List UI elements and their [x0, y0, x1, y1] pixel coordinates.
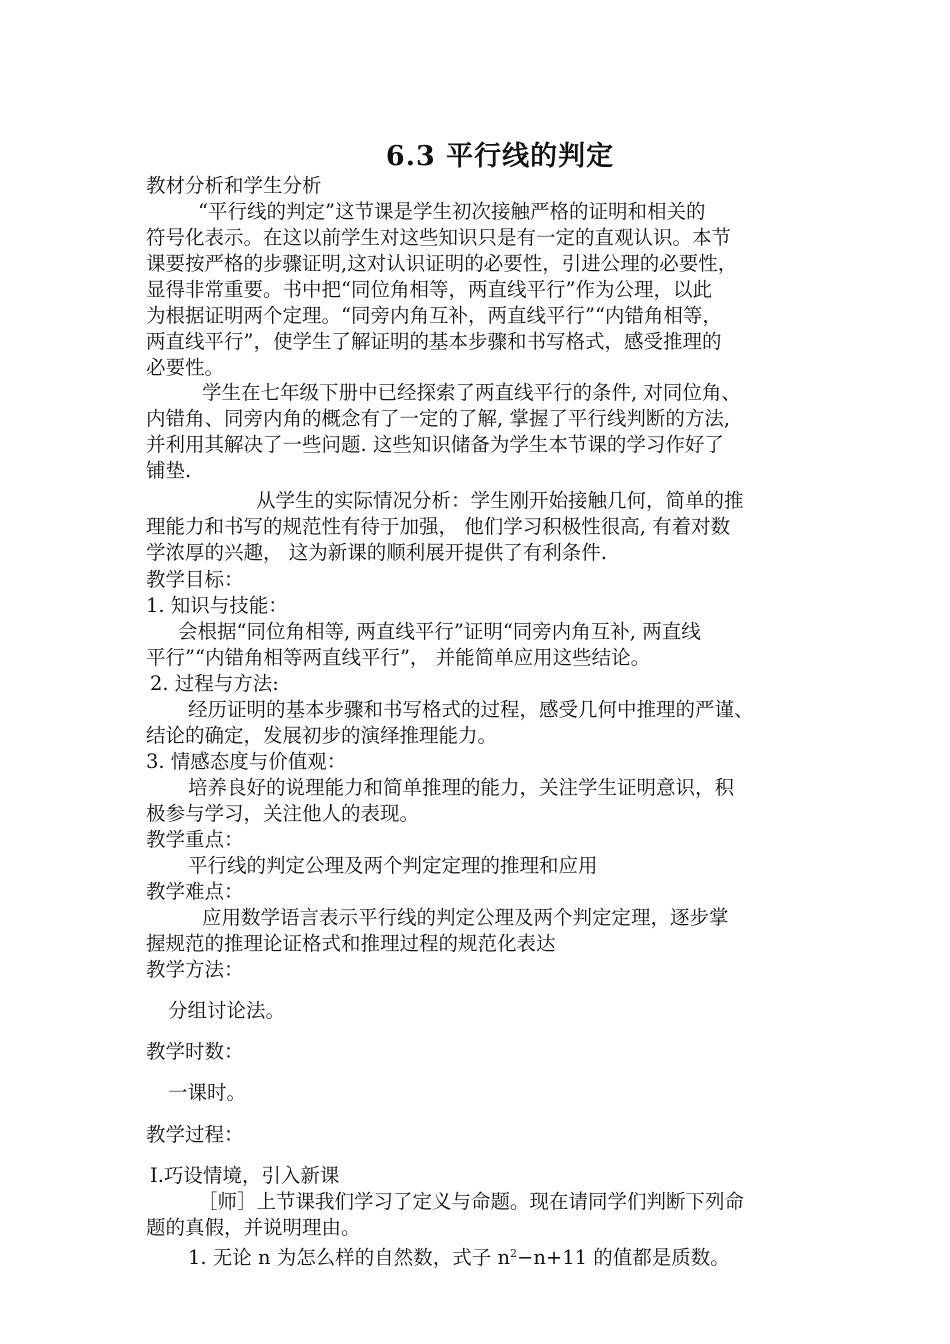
- section-heading: 教学难点：: [146, 880, 244, 903]
- list-item-heading: 1. 知识与技能：: [146, 594, 288, 617]
- paragraph-line: 理能力和书写的规范性有待于加强， 他们学习积极性很高, 有着对数: [146, 515, 731, 538]
- paragraph-line: 一课时。: [168, 1081, 247, 1104]
- formula-text: 1. 无论 n 为怎么样的自然数，式子 n: [188, 1246, 511, 1269]
- section-heading: 教材分析和学生分析: [146, 174, 322, 197]
- paragraph-line: 经历证明的基本步骤和书写格式的过程，感受几何中推理的严谨、: [188, 698, 754, 721]
- paragraph-line: 学生在七年级下册中已经探索了两直线平行的条件, 对同位角、: [202, 381, 741, 404]
- paragraph-line: 显得非常重要。书中把“同位角相等，两直线平行”作为公理，以此: [146, 278, 712, 301]
- paragraph-line: 铺垫.: [146, 459, 192, 482]
- paragraph-line: 培养良好的说理能力和简单推理的能力，关注学生证明意识，积: [188, 776, 735, 799]
- paragraph-line: 握规范的推理论证格式和推理过程的规范化表达: [146, 932, 556, 955]
- paragraph-line: 平行线的判定公理及两个判定定理的推理和应用: [188, 854, 598, 877]
- paragraph-line: “平行线的判定”这节课是学生初次接触严格的证明和相关的: [198, 200, 706, 223]
- section-heading: 教学过程：: [146, 1123, 244, 1146]
- paragraph-line: 课要按严格的步骤证明,这对认识证明的必要性，引进公理的必要性，: [146, 252, 738, 275]
- paragraph-line: ［师］上节课我们学习了定义与命题。现在请同学们判断下列命: [198, 1190, 745, 1213]
- section-heading: 教学时数：: [146, 1040, 244, 1063]
- paragraph-line: 结论的确定，发展初步的演绎推理能力。: [146, 724, 498, 747]
- paragraph-line: 应用数学语言表示平行线的判定公理及两个判定定理，逐步掌: [202, 906, 729, 929]
- paragraph-line: 内错角、同旁内角的概念有了一定的了解, 掌握了平行线判断的方法,: [146, 407, 731, 430]
- paragraph-line: 符号化表示。在这以前学生对这些知识只是有一定的直观认识。本节: [146, 226, 732, 249]
- section-heading: 教学方法：: [146, 958, 244, 981]
- paragraph-line: 题的真假，并说明理由。: [146, 1216, 361, 1239]
- paragraph-line: [188, 1241, 730, 1271]
- list-item-heading: 2. 过程与方法:: [150, 672, 279, 695]
- subsection-heading: Ⅰ.巧设情境，引入新课: [150, 1164, 340, 1187]
- paragraph-line: 学浓厚的兴趣， 这为新课的顺利展开提供了有利条件.: [146, 541, 607, 564]
- paragraph-line: 会根据“同位角相等, 两直线平行”证明“同旁内角互补, 两直线: [178, 620, 701, 643]
- formula-text: −n+11 的值都是质数。: [517, 1246, 730, 1269]
- paragraph-line: 平行”“内错角相等两直线平行”， 并能简单应用这些结论。: [146, 646, 651, 669]
- document-title: 6.3 平行线的判定: [385, 141, 615, 172]
- section-heading: 教学重点：: [146, 828, 244, 851]
- paragraph-line: 两直线平行”，使学生了解证明的基本步骤和书写格式，感受推理的: [146, 330, 722, 353]
- paragraph-line: 为根据证明两个定理。“同旁内角互补，两直线平行”“内错角相等，: [146, 304, 722, 327]
- list-item-heading: 3. 情感态度与价值观：: [146, 750, 347, 773]
- paragraph-line: 从学生的实际情况分析：学生刚开始接触几何，简单的推: [256, 489, 744, 512]
- paragraph-line: 必要性。: [146, 356, 225, 379]
- exponent: 2: [510, 1247, 518, 1260]
- paragraph-line: 分组讨论法。: [168, 999, 286, 1022]
- paragraph-line: 并利用其解决了一些问题. 这些知识储备为学生本节课的学习作好了: [146, 433, 724, 456]
- paragraph-line: 极参与学习，关注他人的表现。: [146, 802, 420, 825]
- section-heading: 教学目标：: [146, 568, 244, 591]
